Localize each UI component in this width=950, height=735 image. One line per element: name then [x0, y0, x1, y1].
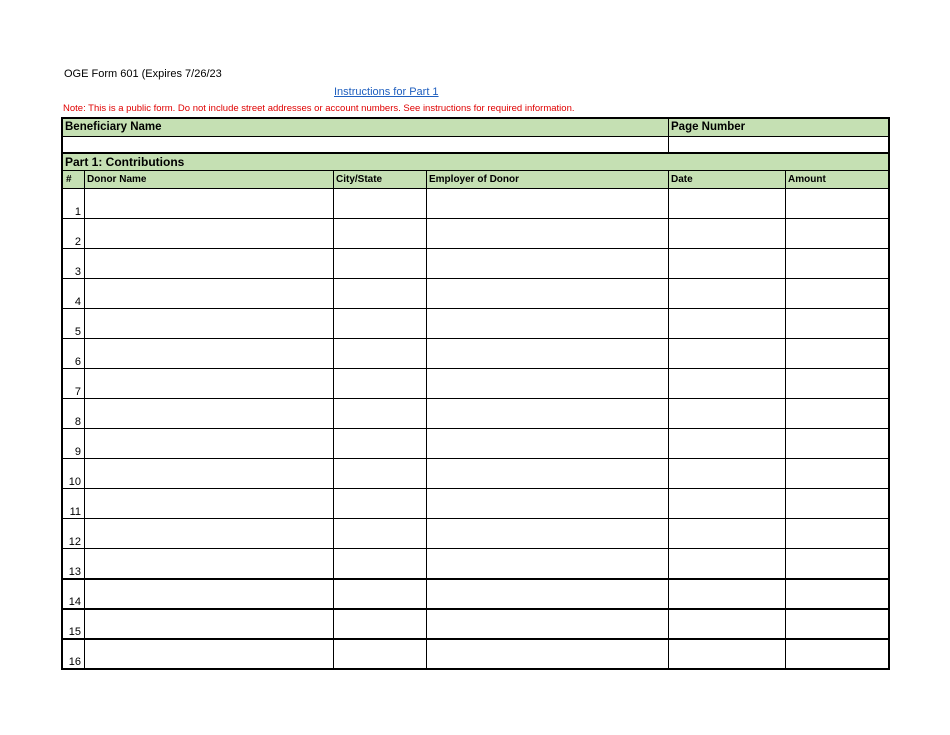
city-state-cell[interactable]: [334, 579, 425, 607]
date-cell[interactable]: [669, 429, 784, 457]
row-number: 13: [68, 566, 81, 578]
amount-cell[interactable]: [786, 339, 887, 367]
grid-line: [63, 152, 888, 154]
donor-name-cell[interactable]: [85, 579, 332, 607]
employer-cell[interactable]: [427, 609, 667, 637]
row-number: 12: [68, 536, 81, 548]
beneficiary-name-label: Beneficiary Name: [63, 119, 669, 136]
donor-name-cell[interactable]: [85, 189, 332, 217]
city-state-cell[interactable]: [334, 549, 425, 577]
employer-cell[interactable]: [427, 489, 667, 517]
city-state-cell[interactable]: [334, 339, 425, 367]
employer-cell[interactable]: [427, 549, 667, 577]
city-state-cell[interactable]: [334, 369, 425, 397]
city-state-cell[interactable]: [334, 459, 425, 487]
row-number: 2: [74, 236, 81, 248]
date-cell[interactable]: [669, 339, 784, 367]
instructions-link[interactable]: Instructions for Part 1: [334, 86, 439, 98]
employer-cell[interactable]: [427, 339, 667, 367]
col-header-donor-name: Donor Name: [87, 174, 147, 185]
date-cell[interactable]: [669, 279, 784, 307]
date-cell[interactable]: [669, 309, 784, 337]
city-state-cell[interactable]: [334, 219, 425, 247]
employer-cell[interactable]: [427, 459, 667, 487]
page-number-field[interactable]: [670, 137, 888, 153]
date-cell[interactable]: [669, 549, 784, 577]
city-state-cell[interactable]: [334, 399, 425, 427]
amount-cell[interactable]: [786, 219, 887, 247]
date-cell[interactable]: [669, 249, 784, 277]
donor-name-cell[interactable]: [85, 609, 332, 637]
row-number: 4: [74, 296, 81, 308]
row-number: 16: [68, 656, 81, 668]
date-cell[interactable]: [669, 369, 784, 397]
employer-cell[interactable]: [427, 309, 667, 337]
date-cell[interactable]: [669, 639, 784, 667]
col-header-amount: Amount: [788, 174, 826, 185]
row-number: 7: [74, 386, 81, 398]
city-state-cell[interactable]: [334, 249, 425, 277]
amount-cell[interactable]: [786, 489, 887, 517]
date-cell[interactable]: [669, 399, 784, 427]
city-state-cell[interactable]: [334, 609, 425, 637]
donor-name-cell[interactable]: [85, 249, 332, 277]
amount-cell[interactable]: [786, 429, 887, 457]
date-cell[interactable]: [669, 219, 784, 247]
row-number: 9: [74, 446, 81, 458]
col-header-city-state: City/State: [336, 174, 383, 185]
employer-cell[interactable]: [427, 279, 667, 307]
employer-cell[interactable]: [427, 579, 667, 607]
amount-cell[interactable]: [786, 519, 887, 547]
col-header-employer: Employer of Donor: [429, 174, 520, 185]
city-state-cell[interactable]: [334, 189, 425, 217]
public-form-note: Note: This is a public form. Do not include street addresses or account numbers. See instructions for required information.: [63, 103, 575, 114]
donor-name-cell[interactable]: [85, 549, 332, 577]
donor-name-cell[interactable]: [85, 519, 332, 547]
amount-cell[interactable]: [786, 639, 887, 667]
row-number: 10: [68, 476, 81, 488]
row-number: 6: [74, 356, 81, 368]
form-id: OGE Form 601 (Expires 7/26/23: [64, 68, 222, 80]
employer-cell[interactable]: [427, 369, 667, 397]
row-number: 14: [68, 596, 81, 608]
row-number: 1: [74, 206, 81, 218]
date-cell[interactable]: [669, 519, 784, 547]
amount-cell[interactable]: [786, 369, 887, 397]
amount-cell[interactable]: [786, 609, 887, 637]
date-cell[interactable]: [669, 489, 784, 517]
donor-name-cell[interactable]: [85, 429, 332, 457]
donor-name-cell[interactable]: [85, 369, 332, 397]
city-state-cell[interactable]: [334, 309, 425, 337]
amount-cell[interactable]: [786, 579, 887, 607]
col-header-date: Date: [671, 174, 693, 185]
date-cell[interactable]: [669, 459, 784, 487]
row-number: 8: [74, 416, 81, 428]
employer-cell[interactable]: [427, 219, 667, 247]
amount-cell[interactable]: [786, 249, 887, 277]
amount-cell[interactable]: [786, 459, 887, 487]
row-number: 15: [68, 626, 81, 638]
beneficiary-name-field[interactable]: [63, 137, 668, 153]
donor-name-cell[interactable]: [85, 219, 332, 247]
donor-name-cell[interactable]: [85, 489, 332, 517]
date-cell[interactable]: [669, 579, 784, 607]
grid-line: [668, 119, 669, 153]
amount-cell[interactable]: [786, 189, 887, 217]
row-number: 5: [74, 326, 81, 338]
col-header-number: #: [66, 174, 72, 185]
date-cell[interactable]: [669, 189, 784, 217]
donor-name-cell[interactable]: [85, 339, 332, 367]
city-state-cell[interactable]: [334, 489, 425, 517]
page-number-label: Page Number: [669, 119, 888, 136]
employer-cell[interactable]: [427, 639, 667, 667]
part1-title: Part 1: Contributions: [63, 154, 888, 171]
city-state-cell[interactable]: [334, 429, 425, 457]
form-table: [61, 117, 890, 670]
donor-name-cell[interactable]: [85, 279, 332, 307]
amount-cell[interactable]: [786, 279, 887, 307]
donor-name-cell[interactable]: [85, 399, 332, 427]
employer-cell[interactable]: [427, 189, 667, 217]
employer-cell[interactable]: [427, 399, 667, 427]
grid-line: [63, 136, 888, 137]
date-cell[interactable]: [669, 609, 784, 637]
city-state-cell[interactable]: [334, 519, 425, 547]
donor-name-cell[interactable]: [85, 309, 332, 337]
donor-name-cell[interactable]: [85, 639, 332, 667]
row-number: 3: [74, 266, 81, 278]
employer-cell[interactable]: [427, 249, 667, 277]
employer-cell[interactable]: [427, 519, 667, 547]
city-state-cell[interactable]: [334, 639, 425, 667]
employer-cell[interactable]: [427, 429, 667, 457]
donor-name-cell[interactable]: [85, 459, 332, 487]
amount-cell[interactable]: [786, 399, 887, 427]
amount-cell[interactable]: [786, 549, 887, 577]
amount-cell[interactable]: [786, 309, 887, 337]
row-number: 11: [69, 506, 81, 518]
city-state-cell[interactable]: [334, 279, 425, 307]
